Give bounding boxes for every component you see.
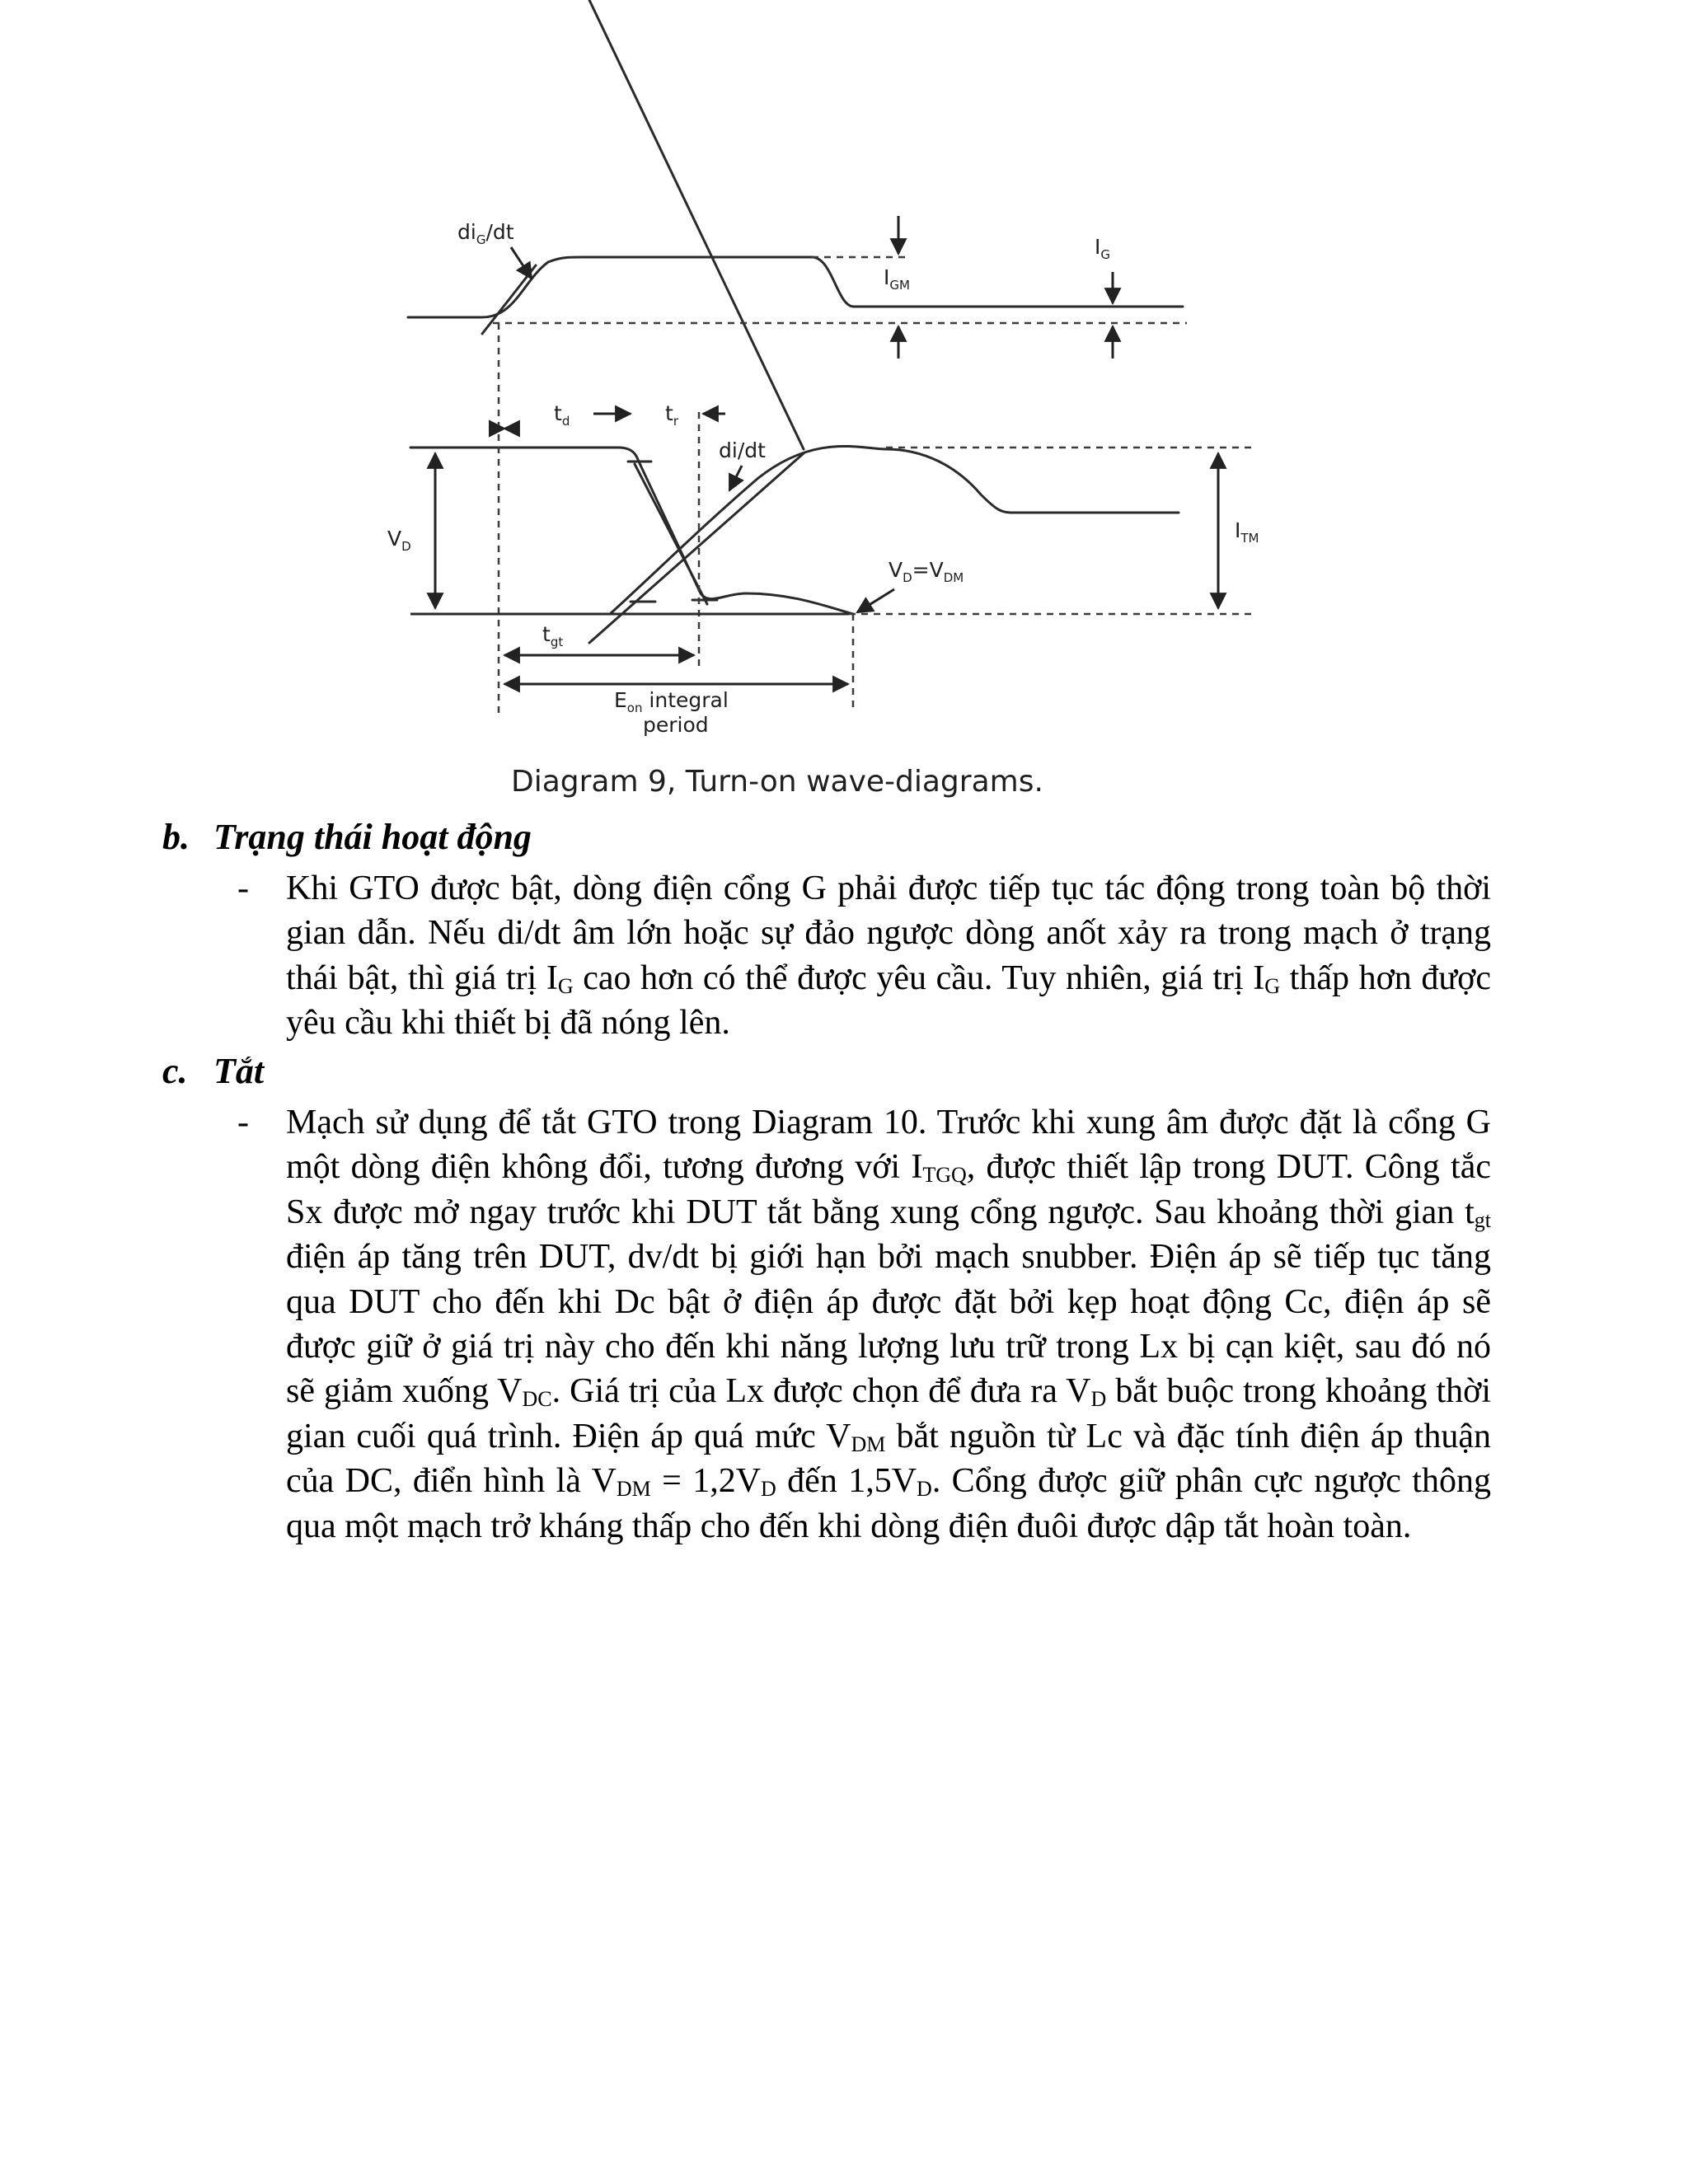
didt-tangent bbox=[589, 0, 804, 449]
tgt-label: $t_{gt}$ bbox=[542, 622, 564, 649]
didt-label: di/dt bbox=[719, 438, 766, 462]
figure-caption: Diagram 9, Turn-on wave-diagrams. bbox=[511, 765, 1043, 799]
eon-label: $E_{on}$ integral bbox=[614, 688, 729, 715]
itm-label: $I_{TM}$ bbox=[1235, 518, 1259, 546]
td-label: $t_d$ bbox=[554, 401, 570, 429]
section-c-letter: c. bbox=[162, 1051, 188, 1091]
dig-dt-label: $di_G/dt$ bbox=[457, 220, 514, 247]
section-b-letter: b. bbox=[162, 817, 190, 857]
anode-current-curve bbox=[610, 446, 1179, 614]
vdm-pointer bbox=[857, 589, 894, 612]
igm-label: $I_{GM}$ bbox=[884, 265, 910, 293]
didt-pointer bbox=[729, 466, 742, 490]
section-b-heading bbox=[162, 816, 532, 859]
vd-vdm-label: $V_D=V_{DM}$ bbox=[889, 558, 964, 585]
voltage-curve bbox=[410, 448, 853, 614]
section-c-paragraph: Mạch sử dụng để tắt GTO trong Diagram 10. Trước khi xung âm được đặt là cổng G một dòng điện không đổi, tương đương với $I_{TGQ}$, được thiết lập trong DUT. Công tắc Sx được mở ngay trước khi DUT tắt bằng xung cổng ngược. Sau khoảng thời gian $t_{gt}$ điện áp tăng trên DUT, dv/dt bị giới hạn bởi mạch snubber. Điện áp sẽ tiếp tục tăng qua DUT cho đến khi Dc bật ở điện áp được đặt bởi kẹp hoạt động Cc, điện áp sẽ được giữ ở giá trị này cho đến khi năng lượng lưu trữ trong Lx bị cạn kiệt, sau đó nó sẽ giảm xuống $V_{DC}$. Giá trị của Lx được chọn để đưa ra $V_D$ bắt buộc trong khoảng thời gian cuối quá trình. Điện áp quá mức $V_{DM}$ bắt nguồn từ Lc và đặc tính điện áp thuận của DC, điển hình là $V_{DM} = 1,2V_D$ đến $1,5V_D$. Cổng được giữ phân cực ngược thông qua một mạch trở kháng thấp cho đến khi dòng điện đuôi được dập tắt hoàn toàn. bbox=[286, 1104, 1491, 1545]
turn-on-wave-diagram bbox=[0, 0, 1688, 824]
ig-label: $I_G$ bbox=[1095, 235, 1110, 262]
section-c-heading bbox=[162, 1050, 264, 1093]
section-c-bullet: - bbox=[237, 1104, 249, 1141]
section-b-paragraph: Khi GTO được bật, dòng điện cổng G phải được tiếp tục tác động trong toàn bộ thời gian dẫn. Nếu di/dt âm lớn hoặc sự đảo ngược dòng anốt xảy ra trong mạch ở trạng thái bật, thì giá trị $I_G$ cao hơn có thể được yêu cầu. Tuy nhiên, giá trị $I_G$ thấp hơn được yêu cầu khi thiết bị đã nóng lên. bbox=[286, 869, 1492, 1043]
section-b-bullet: - bbox=[237, 869, 249, 907]
tr-label: $t_r$ bbox=[665, 401, 678, 429]
dig-pointer bbox=[511, 247, 532, 279]
section-c-title: Tắt bbox=[213, 1051, 265, 1091]
period-label: period bbox=[643, 713, 709, 737]
vd-label: $V_D$ bbox=[387, 527, 411, 554]
section-b-title: Trạng thái hoạt động bbox=[213, 817, 532, 857]
